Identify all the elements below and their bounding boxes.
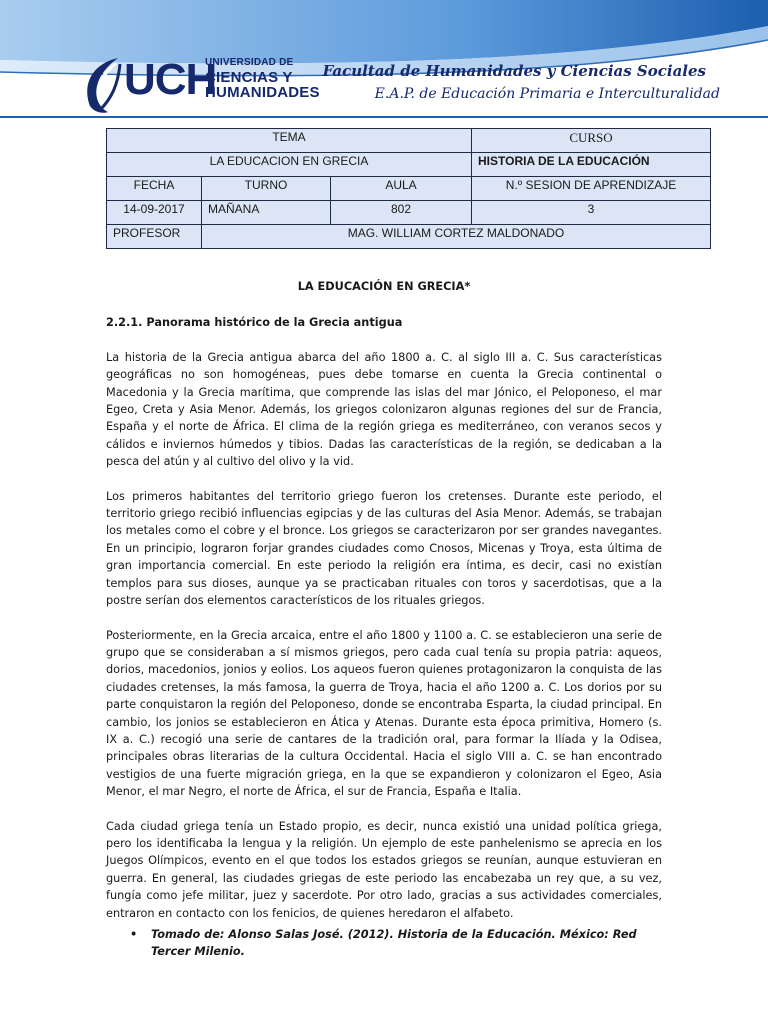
table-row <box>107 177 711 201</box>
faculty-name: Facultad de Humanidades y Ciencias Sociales <box>322 62 706 80</box>
sesion-label-cell: N.º SESION DE APRENDIZAJE <box>472 177 711 201</box>
turno-label-cell: TURNO <box>202 177 331 201</box>
document-title: LA EDUCACIÓN EN GRECIA* <box>297 280 471 293</box>
tema-label-cell: TEMA <box>107 129 472 153</box>
aula-label-cell: AULA <box>331 177 472 201</box>
logo-acronym: UCH <box>124 55 217 104</box>
aula-value-cell: 802 <box>331 201 472 225</box>
table-row <box>107 201 711 225</box>
profesor-value-cell: MAG. WILLIAM CORTEZ MALDONADO <box>202 225 711 249</box>
fecha-label-cell: FECHA <box>107 177 202 201</box>
bullet-icon: • <box>130 928 138 941</box>
paragraph: Los primeros habitantes del territorio griego fueron los cretenses. Durante este periodo, el territorio griego recibió influencias egipcias y de las culturas del Asia Menor. Además, se trabajan los metales como el cobre y el bronce. Los griegos se caracterizaron por ser grandes navegantes. En un principio, lograron forjar grandes ciudades como Cnosos, Micenas y Troya, esta última de gran importancia comercial. En este periodo la religión era íntima, es decir, casi no existían templos para sus dioses, aunque ya se practicaban rituales con toros y sacerdotisas, que a la postre serían dos elementos característicos de los rituales griegos. <box>106 489 662 608</box>
section-heading: 2.2.1. Panorama histórico de la Grecia antigua <box>106 316 403 330</box>
table-row <box>107 225 711 249</box>
university-logo <box>78 52 320 116</box>
logo-sub-line-3: HUMANIDADES <box>205 84 320 101</box>
reference-text: Tomado de: Alonso Salas José. (2012). Historia de la Educación. México: Red Tercer Milenio. <box>151 928 637 959</box>
reference-note <box>106 926 662 961</box>
turno-value-cell: MAÑANA <box>202 201 331 225</box>
header-banner <box>0 0 768 118</box>
paragraph: Cada ciudad griega tenía un Estado propio, es decir, nunca existió una unidad política griega, pero los identificaba la lengua y la religión. Un ejemplo de este panhelenismo se aprecia en los Juegos Olímpicos, evento en el que todos los estados griegos se reunían, aunque estuvieran en guerra. En general, las ciudades griegas de este periodo las encabezaba un rey que, a su vez, fungía como jefe militar, juez y sacerdote. Por otro lado, gracias a sus actividades comerciales, entraron en contacto con los fenicios, de quienes heredaron el alfabeto. <box>106 819 662 920</box>
paragraph: La historia de la Grecia antigua abarca del año 1800 a. C. al siglo III a. C. Sus características geográficas no son homogéneas, pues debe tomarse en cuenta la Grecia continental o Macedonia y la Grecia marítima, que comprende las islas del mar Jónico, el Peloponeso, el mar Egeo, Creta y Asia Menor. Además, los griegos colonizaron algunas regiones del sur de Francia, España y el norte de África. El clima de la región griega es mediterráneo, con veranos secos y cálidos e inviernos húmedos y tibios. Dadas las características de la región, se dedicaban a la pesca del atún y al cultivo del olivo y la vid. <box>106 350 662 469</box>
paragraph: Posteriormente, en la Grecia arcaica, entre el año 1800 y 1100 a. C. se establecieron una serie de grupo que se consideraban a sí mismos griegos, pero cada cual tenía su propia patria: aqueos, dorios, macedonios, jonios y eolios. Los aqueos fueron quienes protagonizaron la conquista de las ciudades cretenses, la más famosa, la guerra de Troya, hacia el año 1200 a. C. Los dorios por su parte conquistaron la región del Peloponeso, donde se encontraba Esparta, la ciudad principal. En cambio, los jonios se establecieron en Ática y Atenas. Durante esta época primitiva, Homero (s. IX a. C.) recogió una serie de cantares de la tradición oral, para formar la Ilíada y la Odisea, principales obras literarias de la cultura Occidental. Hacia el siglo VIII a. C. se han encontrado vestigios de una fuerte migración griega, en la que se expandieron y colonizaron el Egeo, Asia Menor, el mar Negro, el norte de África, el sur de Francia, España e Italia. <box>106 628 662 799</box>
table-row <box>107 153 711 177</box>
curso-label-cell: CURSO <box>472 129 711 153</box>
logo-emblem-icon <box>78 54 124 116</box>
table-row <box>107 129 711 153</box>
tema-value-cell: LA EDUCACION EN GRECIA <box>107 153 472 177</box>
logo-sub-line-2: CIENCIAS Y <box>205 69 293 86</box>
curso-value-cell: HISTORIA DE LA EDUCACIÓN <box>472 153 711 177</box>
session-info-table <box>106 128 711 249</box>
fecha-value-cell: 14-09-2017 <box>107 201 202 225</box>
sesion-value-cell: 3 <box>472 201 711 225</box>
logo-sub-line-1: UNIVERSIDAD DE <box>205 57 294 68</box>
school-name: E.A.P. de Educación Primaria e Interculturalidad <box>374 86 720 102</box>
profesor-label-cell: PROFESOR <box>107 225 202 249</box>
document-body <box>106 278 662 961</box>
